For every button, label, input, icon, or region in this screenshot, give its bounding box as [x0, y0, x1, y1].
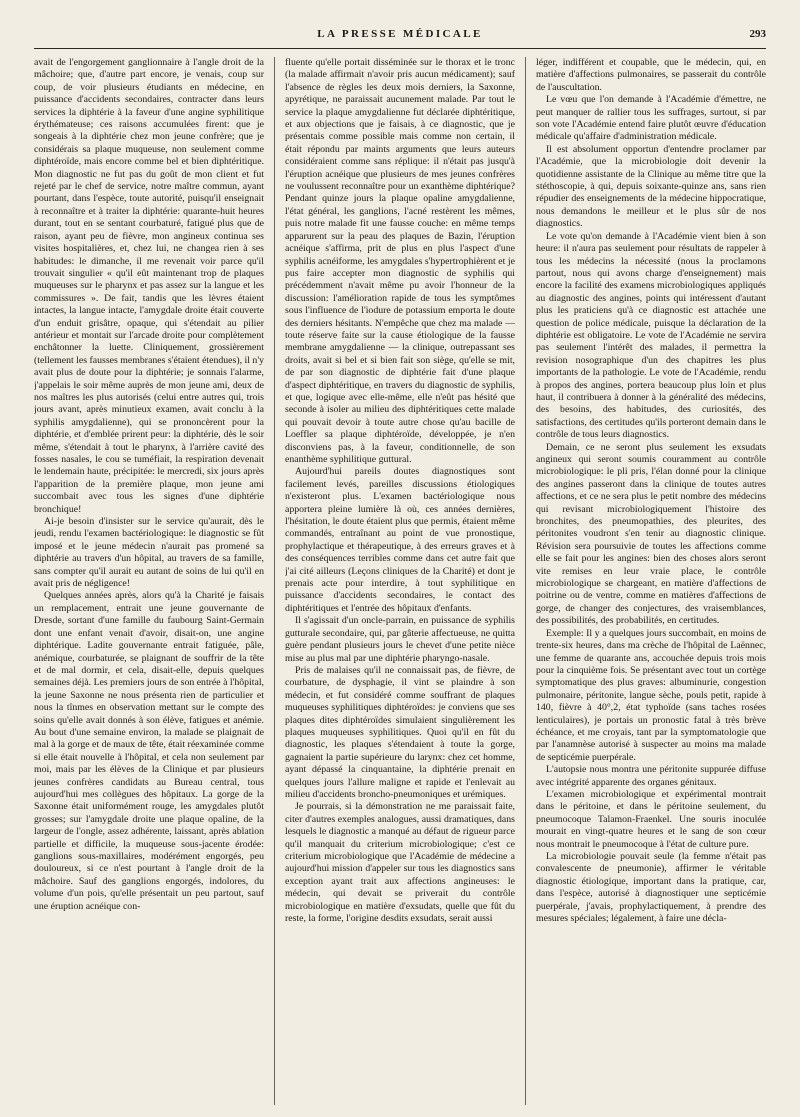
paragraph: Il est absolument opportun d'entendre proclamer par l'Académie, que la microbiologie doit devenir la quotidienne assistante de la Clinique au même titre que la stéthoscopie, à qui, depuis soixante-quinze ans, sans rien répudier des enseignements de la médecine hippocratique, nous demandons le meilleur et le plus sûr de nos diagnostics. — [536, 143, 766, 230]
paragraph: L'autopsie nous montra une péritonite suppurée diffuse avec intégrité apparente des organes génitaux. — [536, 764, 766, 788]
paragraph: Ai-je besoin d'insister sur le service qu'aurait, dès le jeudi, rendu l'examen bactériologique: le diagnostic se fût imposé et le jeune médecin n'aurait pas promené sa diphtérie au travers d'un hôpital, au travers de sa famille, sans compter qu'il aurait eu autant de soins de lui qu'il en avait pris de négligence! — [34, 516, 264, 590]
paragraph: Aujourd'hui pareils doutes diagnostiques sont facilement levés, pareilles discussions étiologiques n'existeront plus. L'examen bactériologique nous apportera pleine lumière là où, ces années dernières, l'hésitation, le doute étaient plus que permis, étaient même commandés, entraînant au point de vue pronostique, prophylactique et thérapeutique, à des erreurs graves et à des conséquences terribles comme dans cet autre fait que j'ai cité ailleurs (Leçons cliniques de la Charité) et dont je prenais acte pour interdire, à tout syphilitique en puissance d'accidents secondaires, le contact des diphtéritiques et l'entrée des hôpitaux d'enfants. — [285, 466, 515, 614]
journal-title: LA PRESSE MÉDICALE — [317, 28, 483, 40]
paragraph: Je pourrais, si la démonstration ne me paraissait faite, citer d'autres exemples analogues, aussi dramatiques, dans lesquels le diagnostic a manqué au défaut de rigueur parce qu'il manquait du criterium microbiologique; c'est ce criterium microbiologique que l'Académie de médecine a aujourd'hui mission d'appeler sur tous les diagnostics sans exception ayant trait aux affections angineuses: le médecin, qui devait se priverait du contrôle microbiologique en matière d'exsudats, quelle que fût du reste, la forme, l'origine desdits exsudats, serait aussi — [285, 801, 515, 925]
paragraph: Exemple: Il y a quelques jours succombait, en moins de trente-six heures, dans ma crèche de l'hôpital de Laënnec, une femme de quarante ans, accouchée depuis trois mois pour la cinquième fois. Se présentant avec tout un cortège symptomatique des plus graves: albuminurie, congestion pulmonaire, péritonite, langue sèche, pouls petit, rapide à 140, fièvre à 40°,2, état typhoïde (sans taches rosées lenticulaires), je portais un pronostic fatal à très brève échéance, et me croyais, tant par la symptomatologie que par l'anamnèse autorisé à suspecter au moins ma malade de septicémie puerpérale. — [536, 627, 766, 763]
paragraph: avait de l'engorgement ganglionnaire à l'angle droit de la mâchoire; que, d'autre part encore, je venais, coup sur coup, de voir plusieurs étudiants en médecine, en puissance d'accidents secondaires, contracter dans leurs services la diphtérie à la faveur d'une angine syphilitique érythémateuse; ces raisons accumulées firent: que je songeais à la diphtérie chez mon jeune confrère; que je considérais sa plaque muqueuse, non seulement comme diphtéroïde, mais encore comme bel et bien diphtéritique. Mon diagnostic ne fut pas du goût de mon client et fut rejeté par le chef de service, notre maître commun, ayant pourtant, dans l'espèce, toute autorité, puisqu'il enseignait à reconnaître et à traiter la diphtérie: quarante-huit heures durant, tout en se sentant courbaturé, fatigué plus que de raison, ayant peu de fièvre, mon angineux continua ses visites hospitalières, et, chez lui, ne changea rien à ses habitudes: le dimanche, il me revenait voir parce qu'il trouvait singulier « qu'il eût maintenant trop de plaques muqueuses sur le pharynx et pas assez sur la langue et les commissures ». De fait, tandis que les lèvres étaient intactes, la langue intacte, l'amygdale droite était couverte d'un enduit grisâtre, opaque, qui s'étendait au pilier antérieur et montait sur l'arcade droite pour complètement enchâtonner la luette. Cliniquement, grossièrement (tellement les fausses membranes s'étaient étendues), il n'y avait plus de doute pour la diphtérie; je sonnais l'alarme, j'appelais le soir même auprès de mon jeune ami, deux de nos maîtres les plus autorisés (celui entre autres qui, trois jours avant, après minutieux examen, avait conclu à la syphilis amygdalienne), qui se prononcèrent pour la diphtérie, et d'emblée prirent peur: la diphtérie, dès le soir même, s'étendait à tout le pharynx, à l'arrière cavité des fosses nasales, le cou se tuméfiait, la respiration devenait le lendemain haute, précipitée: le mercredi, six jours après l'apparition de la première plaque, mon jeune ami succombait avec tous les signes d'une diphtérie bronchique! — [34, 57, 264, 515]
paragraph: fluente qu'elle portait disséminée sur le thorax et le tronc (la malade affirmait n'avoir pris aucun médicament); sauf l'absence de règles les deux mois derniers, la Saxonne, apyrétique, ne paraissait aucunement malade. Par tout le service la plaque amygdalienne fut déclarée diphtéritique, et aux objections que je faisais, à ce diagnostic, que je présentais comme possible mais comme non certain, il était répondu par maints arguments que leurs auteurs considéraient comme sans réplique: il n'était pas jusqu'à l'éruption acnéique que plusieurs de mes jeunes confrères ne voulussent reconnaître pour un exanthème diphtérique? Pendant quinze jours la plaque opaline amygdalienne, l'état général, les ganglions, l'acné restèrent les mêmes, puis notre malade fit une fausse couche: en même temps apparurent sur la peau des plaques de Bazin, l'éruption acnéique s'affirma, prit de plus en plus l'aspect d'une syphilis acnéiforme, les amygdales s'hypertrophièrent et je pus faire accepter mon diagnostic de syphilis qui précédemment n'avait même pu avoir l'honneur de la discussion: l'amélioration rapide de tous les symptômes sous l'influence de l'iodure de potassium emporta le doute des derniers hésitants. N'empêche que chez ma malade — toute réserve faite sur la cause étiologique de la fausse membrane amygdalienne — la clinique, outrepassant ses droits, avait si bel et si bien fait son siège, qu'elle se mit, de par son diagnostic de diphtérie fait d'une plaque d'aspect diphtéritique, en travers du diagnostic de syphilis, et que, logique avec elle-même, elle n'eût pas hésité que seconde à isoler au milieu des diphtéritiques cette malade qui pouvait devoir à toute autre chose qu'au bacille de Loeffler sa plaque diphtéroïde, développée, je n'en disconviens pas, à la faveur, conditionnelle, de son enanthème syphilitique guttural. — [285, 57, 515, 465]
paragraph: Le vote qu'on demande à l'Académie vient bien à son heure: il n'aura pas seulement pour résultats de rappeler à tous les médecins la nécessité (nous la proclamons partout, nous qui avons charge d'enseignement) mais encore la facilité des examens microbiologiques appliqués au diagnostic des angines, points qui intéressent d'autant plus les praticiens qu'à ce diagnostic est attachée une question de police médicale, puisque la déclaration de la diphtérie est obligatoire. Le vote de l'Académie ne servira pas seulement l'intérêt des malades, il permettra la revision nosographique d'un des chapitres les plus importants de la pathologie. Le vote de l'Académie, rendu à propos des angines, portera beaucoup plus loin et plus haut, il contribuera à donner à la généralité des médecins, des besoins, des habitudes, des curiosités, des satisfactions, des certitudes qu'ils porteront demain dans le contrôle de tous leurs diagnostics. — [536, 230, 766, 441]
paragraph: Quelques années après, alors qu'à la Charité je faisais un remplacement, entrait une jeune gouvernante de Dresde, sortant d'une famille du faubourg Saint-Germain dont une enfant venait d'avoir, disait-on, une angine diphtérique. Ladite gouvernante entrait fatiguée, pâle, anémique, courbaturée, se plaignant de souffrir de la tête et de mal dormir, et cela, disait-elle, depuis quelques semaines déjà. Les premiers jours de son entrée à l'hôpital, la jeune Saxonne ne nous présenta rien de particulier et nous la tînmes en observation mettant sur le compte des soins qu'elle avait donnés à son élève, fatigues et anémie. Au bout d'une semaine environ, la malade se plaignait de mal à la gorge et de maux de tête, était réexaminée comme si elle était nouvelle à l'hôpital, et cela non seulement par moi, mais par les élèves de la Clinique et par plusieurs jeunes confrères candidats au Bureau central, tous aujourd'hui mes collègues des hôpitaux. La gorge de la Saxonne était uniformément rouge, les amygdales plutôt grosses; sur l'amygdale droite une plaque opaline, de la largeur de l'ongle, assez adhérente, laissant, après ablation partielle et difficile, la muqueuse sous-jacente érodée: ganglions sous-maxillaires, modérément engorgés, peu douloureux, si ce n'est pourtant à l'angle droit de la mâchoire. Sauf des ganglions engorgés, indolores, du volume d'un pois, qu'elle présentait un peu partout, sauf une éruption acnéique con- — [34, 590, 264, 912]
column-1 — [34, 57, 264, 1105]
column-3 — [536, 57, 766, 1105]
paragraph: Demain, ce ne seront plus seulement les exsudats angineux qui seront soumis couramment au contrôle microbiologique: le pli pris, l'élan donné pour la clinique des angines passeront dans la clinique de toutes autres affections, et ce ne sera plus le petit nombre des médecins qui revisant microbiologiquement l'histoire des bronchites, des pneumopathies, des pleurites, des péritonites voudront s'en tenir au diagnostic clinique. Révision sera poursuivie de toutes les affections comme elle se fait pour les angines: bien des choses alors seront vite remises en leur vraie place, le contrôle microbiologique se chargeant, en matière d'affections de poitrine ou de ventre, comme en matières d'affections de gorge, de changer des conjectures, des vraisemblances, des possibilités, des probabilités, en certitudes. — [536, 441, 766, 627]
page-header — [34, 26, 766, 42]
paragraph: Pris de malaises qu'il ne connaissait pas, de fièvre, de courbature, de dysphagie, il vint se plaindre à son médecin, et fut considéré comme souffrant de plaques muqueuses syphilitiques diphtéroïdes: je conviens que ses plaques dites diphtéroïdes simulaient singulièrement les plaques muqueuses syphilitiques. Quoi qu'il en fût du diagnostic, les plaques s'étendaient à toute la gorge, gagnaient la partie supérieure du larynx: chez cet homme, ayant dépassé la cinquantaine, la diphtérie prenait en quelques jours l'allure maligne et rapide et l'enlevait au milieu d'accidents broncho-pneumoniques et urémiques. — [285, 664, 515, 800]
column-divider — [525, 57, 526, 1105]
column-divider — [274, 57, 275, 1105]
paragraph: léger, indifférent et coupable, que le médecin, qui, en matière d'affections pulmonaires, se passerait du contrôle de l'auscultation. — [536, 57, 766, 93]
paragraph: Le vœu que l'on demande à l'Académie d'émettre, ne peut manquer de rallier tous les suffrages, surtout, si par son vote l'Académie entend faire plutôt œuvre d'éducation médicale qu'affaire d'administration médicale. — [536, 94, 766, 143]
paragraph: La microbiologie pouvait seule (la femme n'était pas convalescente de pneumonie), affirmer le véritable diagnostic étiologique, important dans la pratique, car, dans l'espèce, autorisé à diagnostiquer une septicémie puerpérale, j'avais, prophylactiquement, à prendre des mesures spéciales; légalement, à faire une décla- — [536, 851, 766, 925]
text-columns — [34, 57, 766, 1105]
paragraph: L'examen microbiologique et expérimental montrait dans le péritoine, et dans le péritoine seulement, du pneumocoque Talamon-Fraenkel. Une souris inoculée mourait en vingt-quatre heures et le sang de son cœur nous montrait le pneumocoque à l'état de culture pure. — [536, 788, 766, 850]
header-rule — [34, 48, 766, 49]
page-number: 293 — [749, 28, 766, 40]
column-2 — [285, 57, 515, 1105]
paragraph: Il s'agissait d'un oncle-parrain, en puissance de syphilis gutturale secondaire, qui, par gâterie affectueuse, ne quitta guère pendant plusieurs jours le chevet d'une petite nièce mise au plus mal par une diphtérie pharyngo-nasale. — [285, 615, 515, 664]
